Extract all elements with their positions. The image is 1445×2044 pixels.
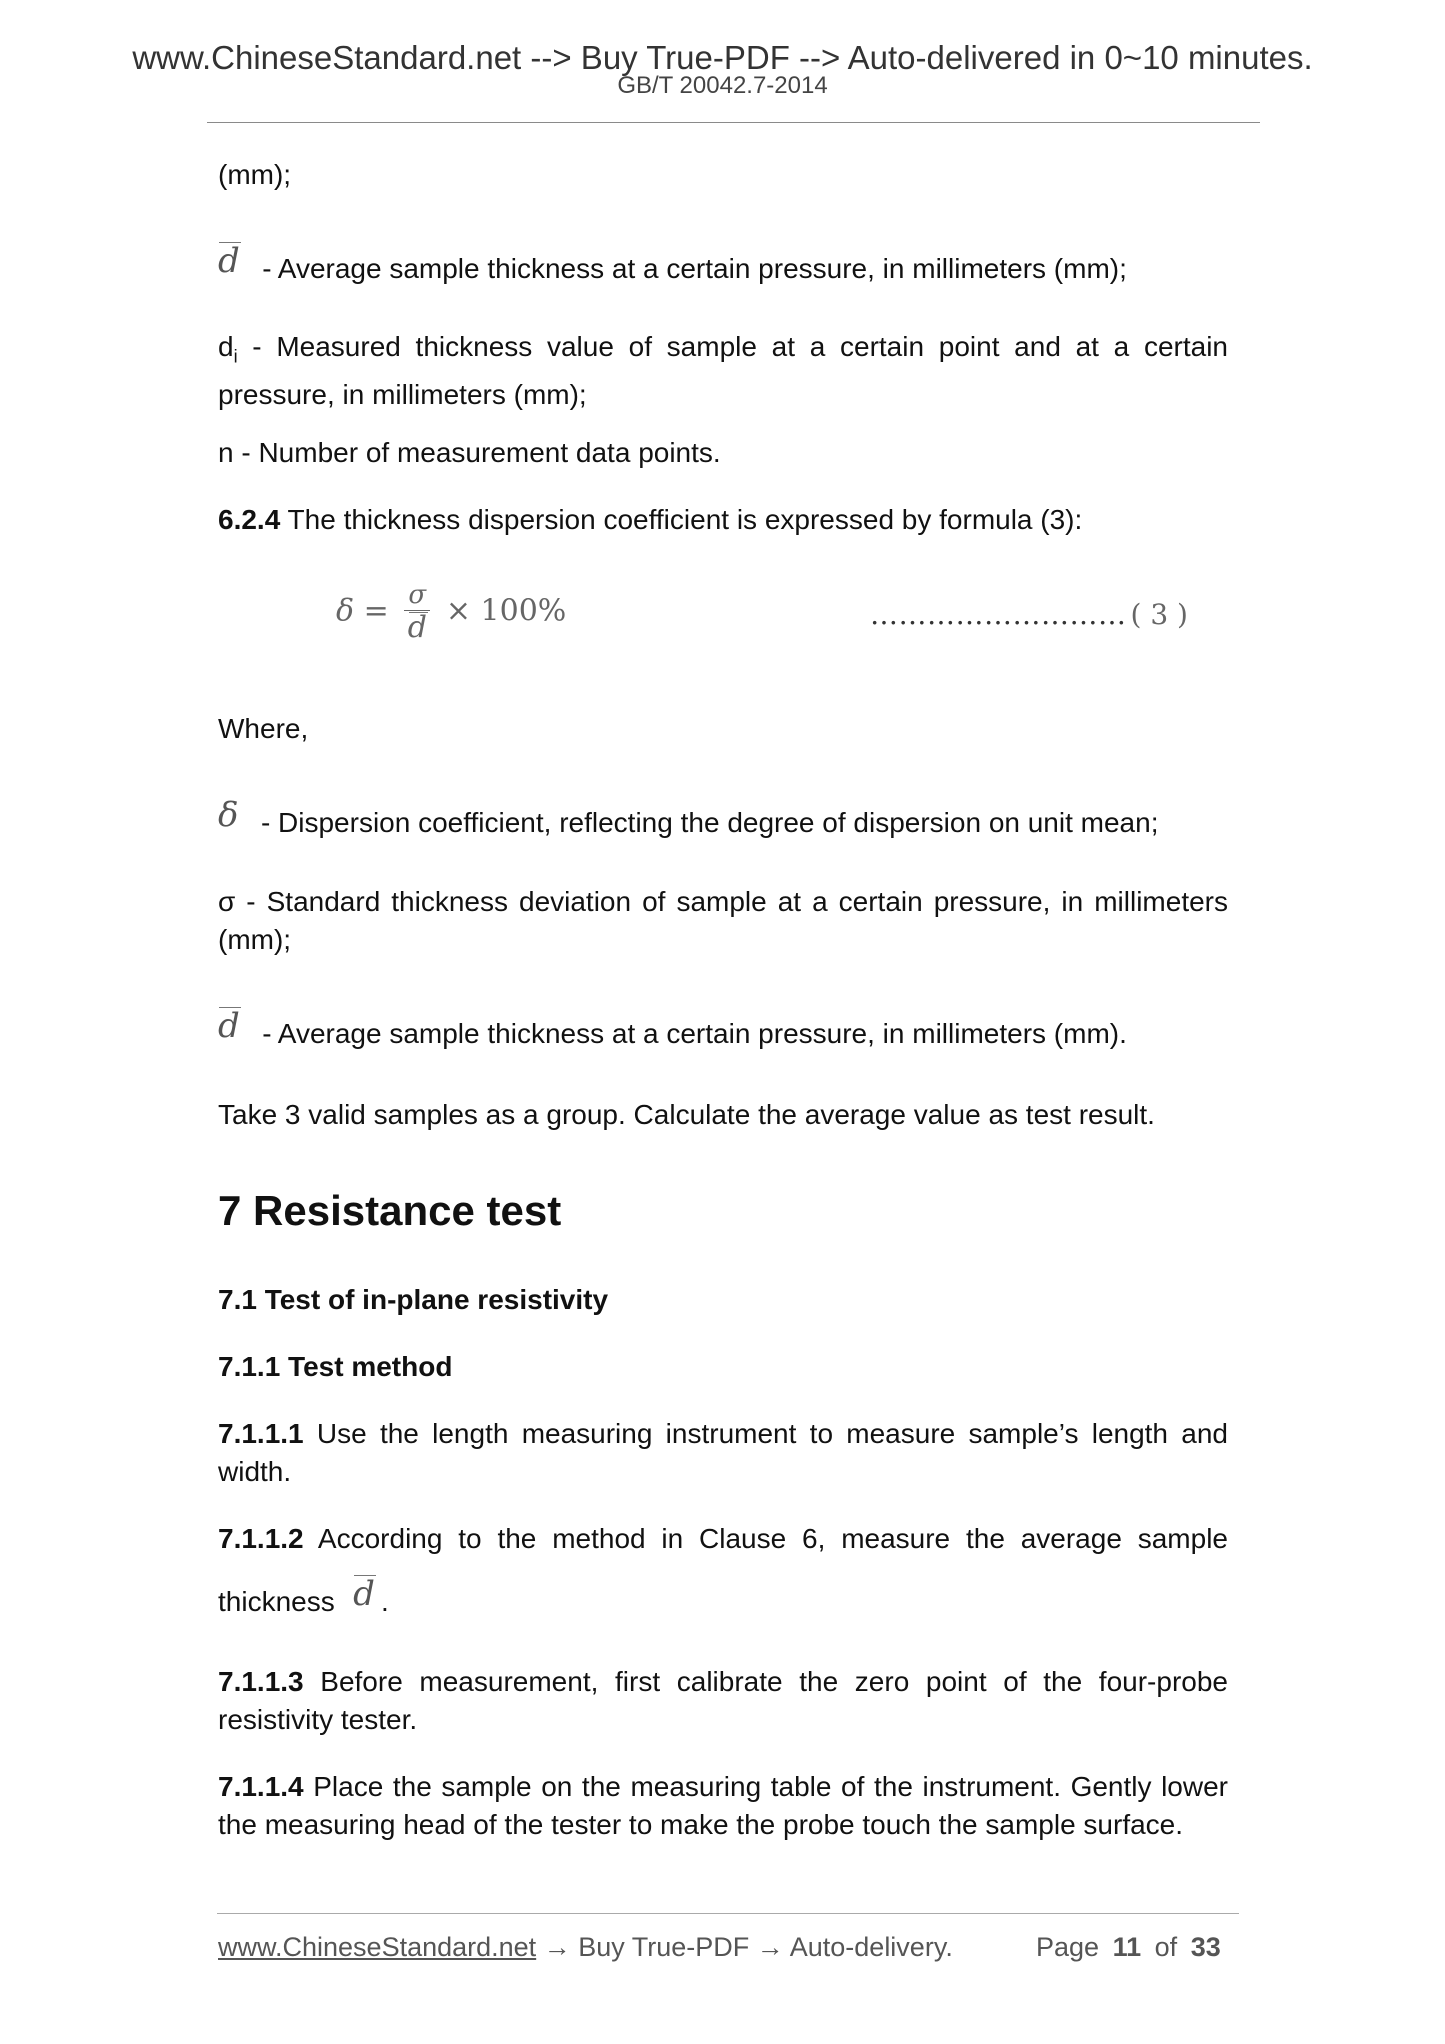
header-divider [207,122,1260,123]
clause-number: 7.1.1.1 [218,1418,304,1449]
clause-7-1-1-3 [218,1663,1228,1739]
formula-equals: = [363,593,389,629]
d-bar-symbol: d [218,241,240,281]
footer-text [218,1930,953,1964]
clause-6-2-4 [218,501,1082,539]
d-bar-symbol: d [218,1006,240,1046]
formula-rhs: × 100% [445,593,567,629]
definition-di [218,328,1228,414]
di-symbol: d [218,331,234,362]
page-indicator [1036,1930,1221,1964]
formula-fraction [404,580,430,645]
clause-number: 6.2.4 [218,504,281,535]
formula-denominator: d [407,610,427,645]
of-label: of [1154,1932,1178,1962]
page-current: 11 [1112,1932,1142,1962]
definition-text: - Dispersion coefficient, reflecting the degree of dispersion on unit mean; [260,807,1159,838]
formula-delta: δ [336,593,355,629]
definition-text: - Average sample thickness at a certain pressure, in millimeters (mm). [262,1018,1127,1049]
formula-number-line [870,598,1188,631]
di-subscript: i [233,346,238,367]
period: . [380,1586,389,1617]
di-definition: - Measured thickness value of sample at a certain point and at a certain pressure, in millimeters (mm); [218,331,1228,410]
definition-delta [218,795,1238,842]
clause-7-1-1-2 [218,1520,1228,1558]
clause-text: Before measurement, first calibrate the zero point of the four-probe resistivity tester. [218,1666,1228,1735]
standard-number: GB/T 20042.7-2014 [617,72,828,99]
clause-text: Place the sample on the measuring table of the instrument. Gently lower the measuring head of the tester to make the probe touch the sample surface. [218,1771,1228,1840]
definition-sigma: σ - Standard thickness deviation of sample at a certain pressure, in millimeters (mm); [218,886,1228,955]
page-label: Page [1036,1932,1100,1962]
clause-7-1-1-4 [218,1768,1228,1844]
clause-number: 7.1.1.4 [218,1771,304,1802]
footer-link[interactable]: www.ChineseStandard.net [218,1932,537,1962]
clause-number: 7.1.1.2 [218,1523,304,1554]
subsection-heading-7-1-1: 7.1.1 Test method [218,1351,453,1382]
take-3-samples: Take 3 valid samples as a group. Calculate the average value as test result. [218,1099,1155,1130]
definition-dbar-2 [218,1006,1238,1053]
unit-continuation: (mm); [218,159,292,190]
definition-dbar [218,241,1238,288]
formula-3 [336,580,566,645]
clause-7-1-1-1 [218,1415,1228,1491]
clause-text: According to the method in Clause 6, measure the average sample [303,1523,1228,1554]
clause-number: 7.1.1.3 [218,1666,304,1697]
where-label: Where, [218,713,309,744]
clause-text: The thickness dispersion coefficient is expressed by formula (3): [280,504,1083,535]
footer-rest: → Buy True-PDF → Auto-delivery. [536,1932,953,1962]
delta-symbol: δ [218,795,239,835]
formula-numerator: σ [408,580,427,610]
clause-7-1-1-2-cont [218,1574,389,1621]
subsection-heading-7-1: 7.1 Test of in-plane resistivity [218,1284,609,1315]
page-total: 33 [1190,1932,1221,1962]
formula-number: ( 3 ) [1130,598,1188,631]
header-banner: www.ChineseStandard.net --> Buy True-PDF --> Auto-delivered in 0~10 minutes. [132,39,1313,76]
d-bar-symbol: d [353,1574,375,1614]
definition-n: n - Number of measurement data points. [218,437,721,468]
footer-divider [217,1913,1239,1914]
clause-text: Use the length measuring instrument to measure sample’s length and width. [218,1418,1228,1487]
definition-text: - Average sample thickness at a certain pressure, in millimeters (mm); [262,253,1127,284]
formula-leader-dots: ……………………… [870,598,1127,631]
thickness-word: thickness [218,1586,335,1617]
section-heading-7: 7 Resistance test [218,1187,562,1234]
